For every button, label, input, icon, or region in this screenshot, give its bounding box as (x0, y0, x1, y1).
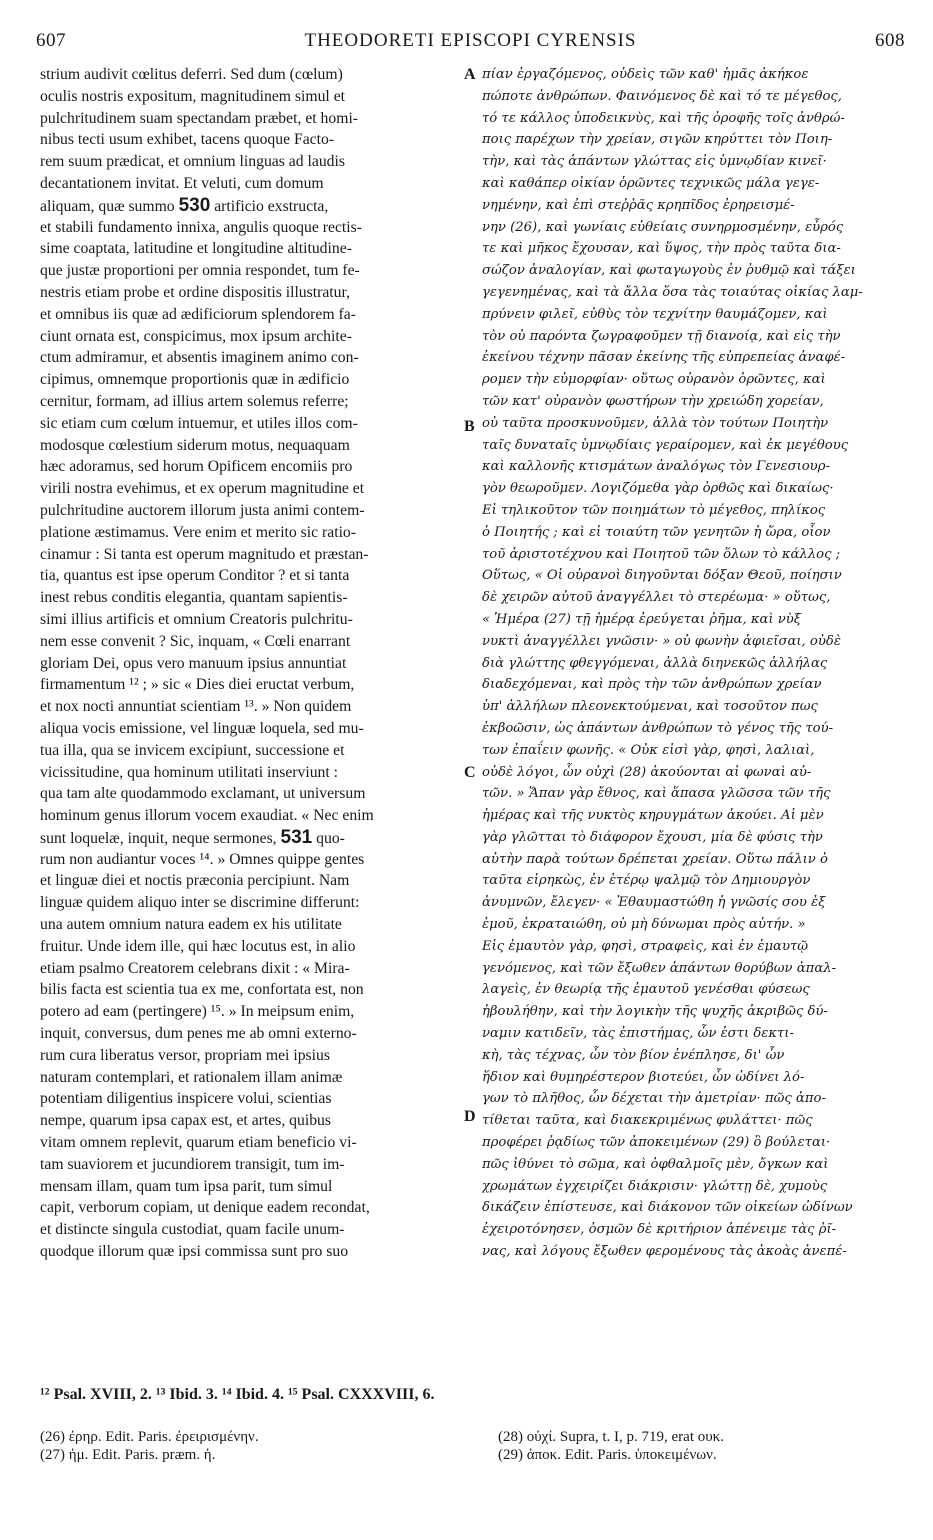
latin-line: simi illius artificis et omnium Creatoris pulchritu- (40, 610, 353, 628)
latin-line: et nox nocti annuntiat scientiam ¹³. » Non quidem (40, 698, 352, 716)
latin-line-text: aliquam, quæ summo (40, 197, 175, 215)
greek-line: διαδεχόμεναι, καὶ πρὸς τὴν τῶν ἀνθρώπων χρείαν (482, 677, 822, 693)
latin-line: linguæ quidem aliquo inter se discrimine differunt: (40, 894, 360, 912)
greek-column (482, 64, 902, 1384)
latin-line: modosque cœlestium siderum motus, nequaquam (40, 436, 350, 454)
footnote-27: (27) ἡμ. Edit. Paris. præm. ἡ. (40, 1447, 216, 1463)
latin-line: ciunt ornata est, conspicimus, mox ipsum archite- (40, 327, 352, 345)
greek-line: ἀνυμνῶν, ἔλεγεν· « Ἐθαυμαστώθη ἡ γνῶσίς σου ἐξ (482, 895, 826, 911)
greek-line: « Ἡμέρα (27) τῇ ἡμέρᾳ ἐρεύγεται ῥῆμα, καὶ νὺξ (482, 611, 802, 627)
greek-line: σώζον ἀναλογίαν, καὶ φωταγωγοὺς ἐν ῥυθμῷ καὶ τάξει (482, 263, 856, 279)
greek-line: Οὕτως, « Οἱ οὐρανοὶ διηγοῦνται δόξαν Θεοῦ, ποίησιν (482, 568, 842, 584)
footnote-29: (29) ἀποκ. Edit. Paris. ὑποκειμένων. (498, 1447, 717, 1463)
latin-line: decantationem invitat. Et veluti, cum domum (40, 174, 324, 192)
greek-line: καὶ καλλονῆς κτισμάτων ἀναλόγως τὸν Γενεσιουρ- (482, 459, 830, 475)
footnote-26: (26) ἐρηρ. Edit. Paris. ἐρειρισμένην. (40, 1429, 259, 1445)
greek-line: Εἰς ἐμαυτὸν γὰρ, φησὶ, στραφεὶς, καὶ ἐν ἐμαυτῷ (482, 938, 809, 954)
greek-line: των ἐπαΐειν φωνῆς. « Οὐκ εἰσὶ γὰρ, φησὶ, λαλιαὶ, (482, 742, 815, 758)
greek-line: γων τὸ πλῆθος, ὧν δέχεται τὴν ἀμετρίαν· πῶς ἀπο- (482, 1091, 826, 1107)
latin-line: fruitur. Unde idem ille, qui hæc locutus est, in alio (40, 937, 356, 955)
margin-marker-b: B (464, 418, 475, 435)
latin-line: aliqua vocis emissione, vel linguæ loquela, sed mu- (40, 719, 364, 737)
latin-line: oculis nostris expositum, magnitudinem simul et (40, 87, 346, 105)
latin-line: tia, quantus est ipse operum Conditor ? et si tanta (40, 567, 350, 585)
greek-line: ταῖς δυναταῖς ὑμνῳδίαις γεραίρομεν, καὶ ἐκ μεγέθους (482, 437, 849, 453)
greek-line: τὴν, καὶ τὰς ἁπάντων γλώττας εἰς ὑμνῳδίαν κινεῖ· (482, 154, 827, 170)
latin-line: nestris etiam probe et ordine dispositis illustratur, (40, 283, 351, 301)
greek-line: ἐχειροτόνησεν, ὀσμῶν δὲ κριτήριον ἀπένειμε τὰς ῥῖ- (482, 1222, 837, 1238)
latin-line: que justæ proportioni per omnia respondet, tum fe- (40, 262, 360, 280)
running-title: THEODORETI EPISCOPI CYRENSIS (304, 30, 637, 51)
latin-line: platione æstimamus. Vere enim et merito sic ratio- (40, 523, 357, 541)
latin-line: cernitur, formam, ad illius artem solemus referre; (40, 392, 349, 410)
greek-line: αὐτὴν παρὰ τούτων δρέπεται χρείαν. Οὕτω πάλιν ὁ (482, 851, 828, 867)
latin-line: sime coaptata, latitudine et longitudine altitudine- (40, 240, 352, 258)
greek-line: τῶν κατ' οὐρανὸν φωστήρων τὴν χρειώδη χορείαν, (482, 393, 824, 409)
latin-line: etiam psalmo Creatorem celebrans dixit : « Mira- (40, 959, 350, 977)
greek-line: ἥδιον καὶ θυμηρέστερον βιοτεύει, ὧν ὠδίνει λό- (482, 1069, 805, 1085)
greek-line: ὑπ' ἀλλήλων πλεονεκτούμεναι, καὶ τοσοῦτον πως (482, 699, 818, 715)
greek-line: διὰ γλώττης φθεγγόμεναι, ἀλλὰ διηνεκῶς ἀλλήλας (482, 655, 828, 671)
greek-line: Εἰ τηλικοῦτον τῶν ποιημάτων τὸ μέγεθος, πηλίκος (482, 502, 826, 518)
page-header (36, 30, 905, 60)
latin-line (40, 195, 458, 217)
greek-line: νυκτὶ ἀναγγέλλει γνῶσιν· » οὐ φωνὴν ἀφιεῖσαι, οὐδὲ (482, 633, 841, 649)
greek-line: δὲ χειρῶν αὐτοῦ ἀναγγέλλει τὸ στερέωμα· » οὕτως, (482, 590, 831, 606)
greek-line: τε καὶ μῆκος ἔχουσαν, καὶ ὕψος, τὴν πρὸς ταῦτα δια- (482, 241, 841, 257)
latin-line: potentiam diligentius inspicere volui, scientias (40, 1090, 332, 1108)
greek-line: πῶς ἰθύνει τὸ σῶμα, καὶ ὀφθαλμοῖς μὲν, ὄγκων καὶ (482, 1156, 829, 1172)
greek-line: γὸν θεωροῦμεν. Λογιζόμεθα γὰρ ὀρθῶς καὶ δικαίως· (482, 481, 834, 497)
latin-line: una autem omnium natura eadem ex his utilitate (40, 916, 342, 934)
latin-line: capit, verborum copiam, ut denique eadem recondat, (40, 1199, 370, 1217)
footnotes-right (498, 1428, 908, 1464)
latin-line: hominum genus illorum vocem exaudiat. « Nec enim (40, 807, 374, 825)
latin-line-text: sunt loquelæ, inquit, neque sermones, (40, 829, 277, 847)
latin-line: nem esse convenit ? Sic, inquam, « Cœli enarrant (40, 632, 351, 650)
column-number: 530 (178, 194, 211, 216)
latin-line: virili nostra evehimus, et ex operum magnitudine et (40, 480, 365, 498)
greek-line: ναμιν κατιδεῖν, τὰς ἐπιστήμας, ὧν ἐστι δεκτι- (482, 1026, 794, 1042)
greek-line: ἐκβοῶσιν, ὡς ἁπάντων ἀνθρώπων τὸ γένος τῆς τού- (482, 720, 834, 736)
margin-marker-a: A (464, 66, 476, 83)
latin-line: qua tam alte quodammodo exclamant, ut universum (40, 785, 366, 803)
greek-line: γὰρ γλῶτται τὸ διάφορον ἔχουσι, μία δὲ φύσις τὴν (482, 829, 823, 845)
footnotes-left (40, 1428, 460, 1464)
footnote-28: (28) οὐχί. Supra, t. I, p. 719, erat ουκ. (498, 1429, 724, 1445)
greek-line: ἠβουλήθην, καὶ τὴν λογικὴν τῆς ψυχῆς ἀκριβῶς δύ- (482, 1004, 828, 1020)
greek-line: ἡμέρας καὶ τῆς νυκτὸς κηρυγμάτων ἀκούει. Αἱ μὲν (482, 808, 824, 824)
greek-line: νημένην, καὶ ἐπὶ στεῤῥᾶς κρηπῖδος ἐρηρεισμέ- (482, 197, 795, 213)
latin-line: nibus tecti usum exhibet, tacens quoque Facto- (40, 131, 335, 149)
scripture-references: ¹² Psal. XVIII, 2. ¹³ Ibid. 3. ¹⁴ Ibid. 4. ¹⁵ Psal. CXXXVIII, 6. (40, 1386, 435, 1403)
latin-line-text: quo- (316, 829, 345, 847)
greek-line: πίαν ἐργαζόμενος, οὐδεὶς τῶν καθ' ἡμᾶς ἀκήκοε (482, 67, 809, 82)
greek-line: τό τε κάλλος ὑποδεικνὺς, καὶ τῆς ὀροφῆς τοῖς ἀνθρώ- (482, 110, 845, 126)
latin-line: rem suum prædicat, et omnium linguas ad laudis (40, 153, 345, 171)
margin-marker-c: C (464, 764, 476, 781)
latin-line: cinamur : Si tanta est operum magnitudo et præstan- (40, 545, 369, 563)
greek-line: τὸν οὐ παρόντα ζωγραφοῦμεν τῇ διανοίᾳ, καὶ εἰς τὴν (482, 328, 841, 344)
column-number: 531 (280, 826, 313, 848)
latin-line: tua illa, qua se invicem excipiunt, successione et (40, 741, 345, 759)
latin-line: cipimus, omnemque proportionis quæ in ædificio (40, 371, 350, 389)
latin-line: rum non audiantur voces ¹⁴. » Omnes quippe gentes (40, 850, 365, 868)
greek-line: καὶ καθάπερ οἰκίαν ὁρῶντες τεχνικῶς μάλα γεγε- (482, 175, 820, 191)
latin-line: nempe, quarum ipsa capax est, et artes, quibus (40, 1112, 332, 1130)
greek-line: γεγενημένας, καὶ τὰ ἄλλα ὅσα τὰς τοιαύτας οἰκίας λαμ- (482, 284, 863, 300)
latin-column (40, 64, 458, 1384)
latin-line: bilis facta est scientia tua ex me, confortata est, non (40, 981, 364, 999)
greek-line: οὐ ταῦτα προσκυνοῦμεν, ἀλλὰ τὸν τούτων Ποιητὴν (482, 415, 829, 431)
latin-line: gloriam Dei, opus vero manuum ipsius annuntiat (40, 654, 347, 672)
greek-line: οὐδὲ λόγοι, ὧν οὐχὶ (28) ἀκούονται αἱ φωναὶ αὐ- (482, 764, 812, 780)
greek-line: τοῦ ἀριστοτέχνου καὶ Ποιητοῦ τῶν ὅλων τὸ κάλλος ; (482, 546, 841, 562)
greek-line: νην (26), καὶ γωνίαις εὐθείαις συνηρμοσμένην, εὖρός (482, 219, 844, 235)
latin-line: inquit, conversus, dum penes me ab omni externo- (40, 1025, 357, 1043)
latin-line: inest rebus conditis elegantia, quantam sapientis- (40, 589, 348, 607)
greek-line: ταῦτα εἰρηκὼς, ἐν ἑτέρῳ ψαλμῷ τὸν Δημιουργὸν (482, 873, 811, 889)
greek-line: προφέρει ῥᾳδίως τῶν ἀποκειμένων (29) ὃ βούλεται· (482, 1135, 831, 1151)
latin-line (40, 827, 458, 849)
latin-line: et distincte singula custodiat, quam facile unum- (40, 1221, 345, 1239)
greek-line: ἐκείνου τέχνην πᾶσαν ἐκείνης τῆς εὐπρεπείας ἀναφέ- (482, 350, 846, 366)
latin-line: vicissitudine, qua hominum utilitati inserviunt : (40, 763, 339, 781)
latin-line: sic etiam cum cœlum intuemur, et utiles illos com- (40, 414, 358, 432)
latin-line: potero ad eam (pertingere) ¹⁵. » In meipsum enim, (40, 1003, 355, 1021)
latin-line: et linguæ diei et noctis præconia percipiunt. Nam (40, 872, 350, 890)
margin-marker-d: D (464, 1108, 476, 1125)
greek-line: γενόμενος, καὶ τῶν ἔξωθεν ἁπάντων θορύβων ἀπαλ- (482, 960, 837, 976)
greek-line: τίθεται ταῦτα, καὶ διακεκριμένως φυλάττει· πῶς (482, 1113, 813, 1129)
greek-line: χρωμάτων ἐγχειρίζει διάκρισιν· γλώττῃ δὲ, χυμοὺς (482, 1178, 828, 1194)
greek-line: τῶν. » Ἅπαν γὰρ ἔθνος, καὶ ἅπασα γλῶσσα τῶν τῆς (482, 786, 831, 802)
latin-line: pulchritudinem suam spectandam præbet, et homi- (40, 109, 359, 127)
greek-line: ρομεν τὴν εὐμορφίαν· οὕτως οὐρανὸν ὁρῶντες, καὶ (482, 372, 826, 388)
greek-line: πώποτε ἀνθρώπων. Φαινόμενος δὲ καὶ τό τε μέγεθος, (482, 88, 842, 104)
page-number-left: 607 (36, 30, 66, 51)
page-number-right: 608 (875, 30, 905, 51)
greek-line: κὴ, τὰς τέχνας, ὧν τὸν βίον ἐνέπλησε, δι' ὧν (482, 1047, 785, 1063)
latin-line: mensam illam, quam tum ipsa parit, tum simul (40, 1177, 333, 1195)
latin-line: et stabili fundamento innixa, angulis quoque rectis- (40, 218, 362, 236)
latin-line: et omnibus iis quæ ad ædificiorum splendorem fa- (40, 305, 356, 323)
greek-line: δικάζειν ἐπίστευσε, καὶ διάκονον τῶν οἰκείων ὠδίνων (482, 1200, 853, 1216)
latin-line: tam suaviorem et jucundiorem transigit, tum im- (40, 1155, 345, 1173)
latin-line: rum cura liberatus versor, propriam mei ipsius (40, 1046, 330, 1064)
latin-line: strium audivit cœlitus deferri. Sed dum (cœlum) (40, 66, 343, 83)
greek-line: νας, καὶ λόγους ἔξωθεν φερομένους τὰς ἀκοὰς ἀνεπέ- (482, 1244, 847, 1260)
greek-line: ἐμοῦ, ἐκραταιώθη, οὐ μὴ δύνωμαι πρὸς αὐτήν. » (482, 917, 806, 933)
latin-line: vitam omnem replevit, quarum etiam beneficio vi- (40, 1134, 357, 1152)
greek-line: λαγεὶς, ἐν θεωρίᾳ τῆς ἐμαυτοῦ γενέσθαι φύσεως (482, 982, 810, 998)
latin-line: firmamentum ¹² ; » sic « Dies diei eructat verbum, (40, 676, 355, 694)
latin-line: naturam contemplari, et rationalem illam animæ (40, 1068, 343, 1086)
greek-line: πρύνειν φιλεῖ, εὐθὺς τὸν τεχνίτην θαυμάζομεν, καὶ (482, 306, 828, 322)
latin-line-text: artificio exstructa, (214, 197, 329, 215)
latin-line: hæc adoramus, sed horum Opificem encomiis pro (40, 458, 353, 476)
latin-line: pulchritudine auctorem illorum justa animi contem- (40, 501, 365, 519)
latin-line: ctum admiramur, et absentis imaginem animo con- (40, 349, 359, 367)
latin-line: quodque illorum quæ ipsi commissa sunt pro suo (40, 1243, 349, 1261)
greek-line: ὁ Ποιητής ; καὶ εἰ τοιαύτη τῶν γενητῶν ἡ ὥρα, οἷον (482, 524, 831, 540)
greek-line: ποις παρέχων τὴν χρείαν, σιγῶν κηρύττει τὸν Ποιη- (482, 132, 833, 148)
